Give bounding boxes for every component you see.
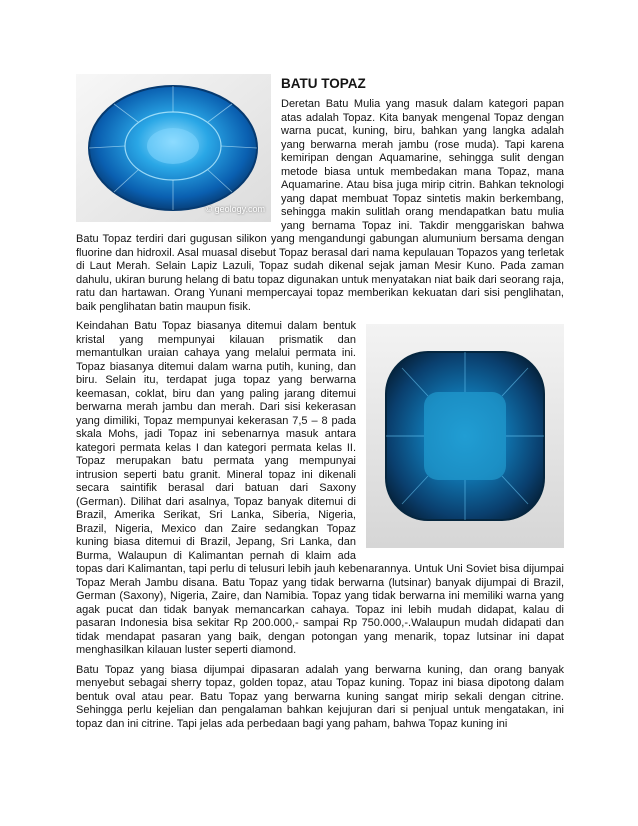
paragraph-2 bbox=[76, 320, 564, 658]
image-watermark: © geology.com bbox=[205, 203, 265, 214]
paragraph-3: Batu Topaz yang biasa dijumpai dipasaran adalah yang berwarna kuning, dan orang banyak menyebut sebagai sherry topaz, golden topaz, atau Topaz kuning. Topaz ini biasa dipotong dalam bentuk oval atau pear. Batu Topaz yang berwarna kuning sangat mirip sekali dengan citrine. Sehingga perlu kejelian dan pengalaman bahkan kejujuran dari si penjual untuk mengatakan, ini topaz dan ini citrine. Tapi jelas ada perbedaan bagi yang paham, bahwa Topaz kuning ini bbox=[76, 663, 564, 730]
cushion-topaz-photo bbox=[366, 324, 564, 548]
blue-oval-topaz-gem-photo-icon bbox=[76, 74, 271, 222]
page-title: BATU TOPAZ bbox=[281, 76, 366, 91]
oval-topaz-photo bbox=[76, 74, 271, 222]
article bbox=[76, 74, 564, 731]
paragraph-2-text: Keindahan Batu Topaz biasanya ditemui dalam bentuk kristal yang mempunyai kilauan prismatik dan memantulkan uraian cahaya yang melalui permata ini. Topaz biasanya ditemui dalam warna putih, kuning, dan biru. Selain itu, terdapat juga topaz yang berwarna keemasan, coklat, biru dan yang paling jarang ditemui berwarna merah jambu dan merah. Dari sisi kekerasan yang dimiliki, Topaz mempunyai kekerasan 7,5 – 8 pada skala Mohs, jadi Topaz ini sebenarnya masuk antara kategori permata kelas I dan kategori permata kelas II. Topaz merupakan batu permata yang mempunyai intrusion seperti batu granit. Mineral topaz ini dikenali secara saintifik berasal dari batuan dari Saxony (German). Dilihat dari asalnya, Topaz banyak ditemui di Brazil, Amerika Serikat, Sri Lanka, Siberia, Nigeria, Brazil, Nigeria, Mexico dan Zaire sedangkan Topaz kuning biasa ditemui di Brazil, Jepang, Sri Lanka, dan Burma, Walaupun di Kalimantan pernah di klaim ada topas dari Kalimantan, tapi perlu di telusuri lebih jauh kebenarannya. Untuk Uni Soviet bisa dijumpai Topaz Merah Jambu disana. Batu Topaz yang tidak berwarna (lutsinar) banyak dijumpai di Brazil, German (Saxony), Nigeria, Zaire, dan Namibia. Topaz yang tidak berwarna ini memiliki warna yang agak pucat dan tidak banyak memancarkan cahaya. Topaz ini lebih mudah didapat, kalau di pasaran Indonesia bisa sekitar Rp 200.000,- sampai Rp 750.000,-.Walaupun mudah didapati dan tidak mendapat pasaran yang baik, dengan potongan yang menarik, topaz lutsinar ini dapat menghasilkan kilauan luster seperti diamond. bbox=[76, 320, 564, 656]
blue-cushion-topaz-gem-photo-icon bbox=[366, 324, 564, 548]
paragraph-1: Deretan Batu Mulia yang masuk dalam kategori papan atas adalah Topaz. Kita banyak mengenal Topaz dengan warna pucat, kuning, biru, bahkan yang langka adalah yang berwarna merah jambu (rose muda). Tapi karena kemiripan dengan Aquamarine, sehingga sulit dengan metode biasa untuk membedakan mana Topaz, mana Aquamarine. Atau bisa juga mirip citrin. Bahkan teknologi yang dapat membuat Topaz sintetis makin berkembang, sehingga makin sulitlah orang mendapatkan batu mulia yang bernama Topaz ini. Takdir menggariskan bahwa Batu Topaz terdiri dari gugusan silikon yang mengandungi gabungan alumunium bersama dengan fluorine dan hidroxil. Asal muasal disebut Topaz berasal dari nama kepulauan Topazos yang terletak di Laut Merah. Selain Lapiz Lazuli, Topaz sudah dikenal sejak jaman Mesir Kuno. Pada zaman dahulu, ukiran burung helang di batu topaz digunakan untuk menyatakan niat baik dari seorang raja, ratu dan hartawan. Orang Yunani mempercayai topaz memberikan kekuatan dari sisi penglihatan, baik penglihatan batin maupun fisik. bbox=[76, 98, 565, 313]
